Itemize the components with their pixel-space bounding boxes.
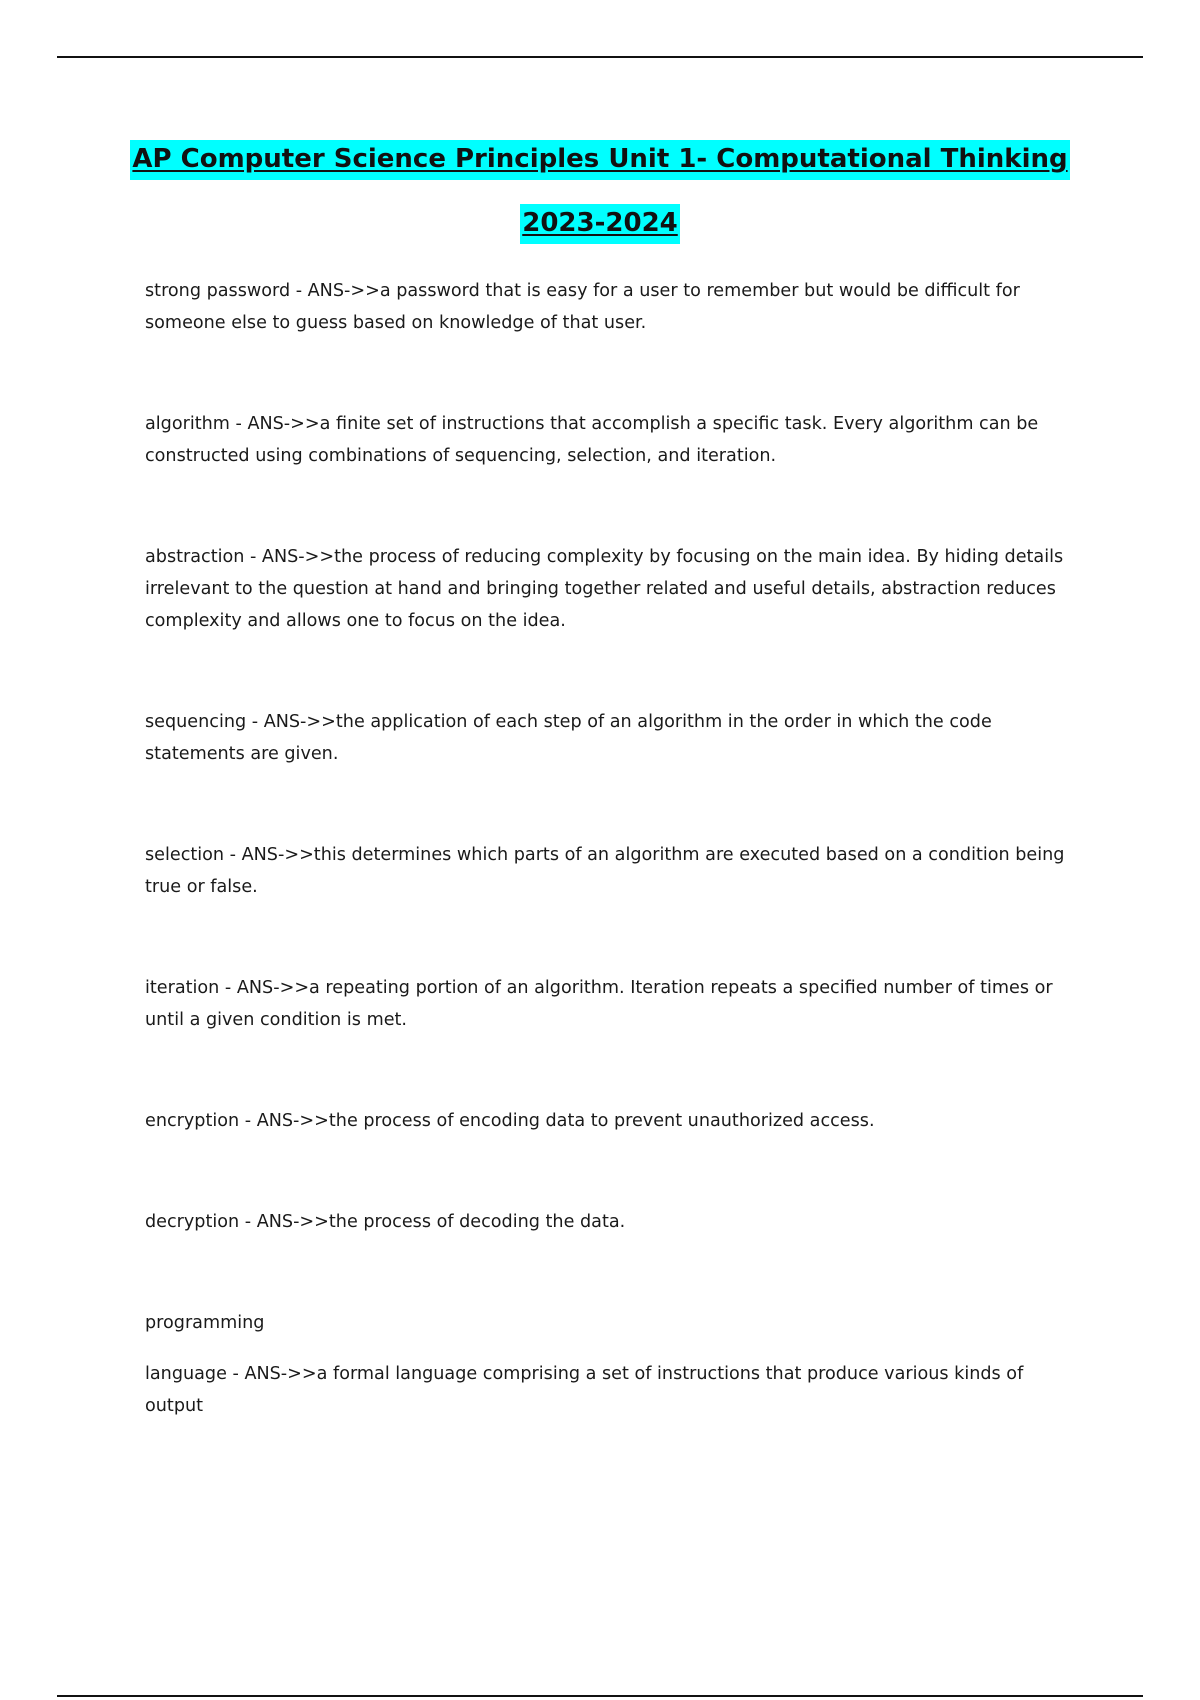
- entry-encryption: encryption - ANS->>the process of encoding data to prevent unauthorized access.: [145, 1111, 875, 1131]
- title-line-2: 2023-2024: [520, 204, 680, 244]
- entry-selection: selection - ANS->>this determines which parts of an algorithm are executed based on a condition being true or false.: [145, 845, 1065, 897]
- title-line-1: AP Computer Science Principles Unit 1- Computational Thinking: [130, 140, 1069, 180]
- flashcard-list: [145, 275, 1080, 1422]
- entry-programming-language: language - ANS->>a formal language comprising a set of instructions that produce various kinds of output: [145, 1364, 1024, 1416]
- entry-abstraction: abstraction - ANS->>the process of reducing complexity by focusing on the main idea. By hiding details irrelevant to the question at hand and bringing together related and useful details, abstraction reduces complexity and allows one to focus on the idea.: [145, 547, 1064, 631]
- entry-decryption: decryption - ANS->>the process of decoding the data.: [145, 1212, 626, 1232]
- bottom-rule: [57, 1695, 1143, 1697]
- document-title: [0, 140, 1200, 244]
- entry-sequencing: sequencing - ANS->>the application of each step of an algorithm in the order in which the code statements are given.: [145, 712, 992, 764]
- entry-algorithm: algorithm - ANS->>a finite set of instructions that accomplish a specific task. Every algorithm can be constructed using combinations of sequencing, selection, and iteration.: [145, 414, 1039, 466]
- entry-iteration: iteration - ANS->>a repeating portion of an algorithm. Iteration repeats a specified number of times or until a given condition is met.: [145, 978, 1053, 1030]
- entry-strong-password: strong password - ANS->>a password that is easy for a user to remember but would be difficult for someone else to guess based on knowledge of that user.: [145, 281, 1020, 333]
- entry-programming-term: programming: [145, 1313, 265, 1333]
- top-rule: [57, 56, 1143, 58]
